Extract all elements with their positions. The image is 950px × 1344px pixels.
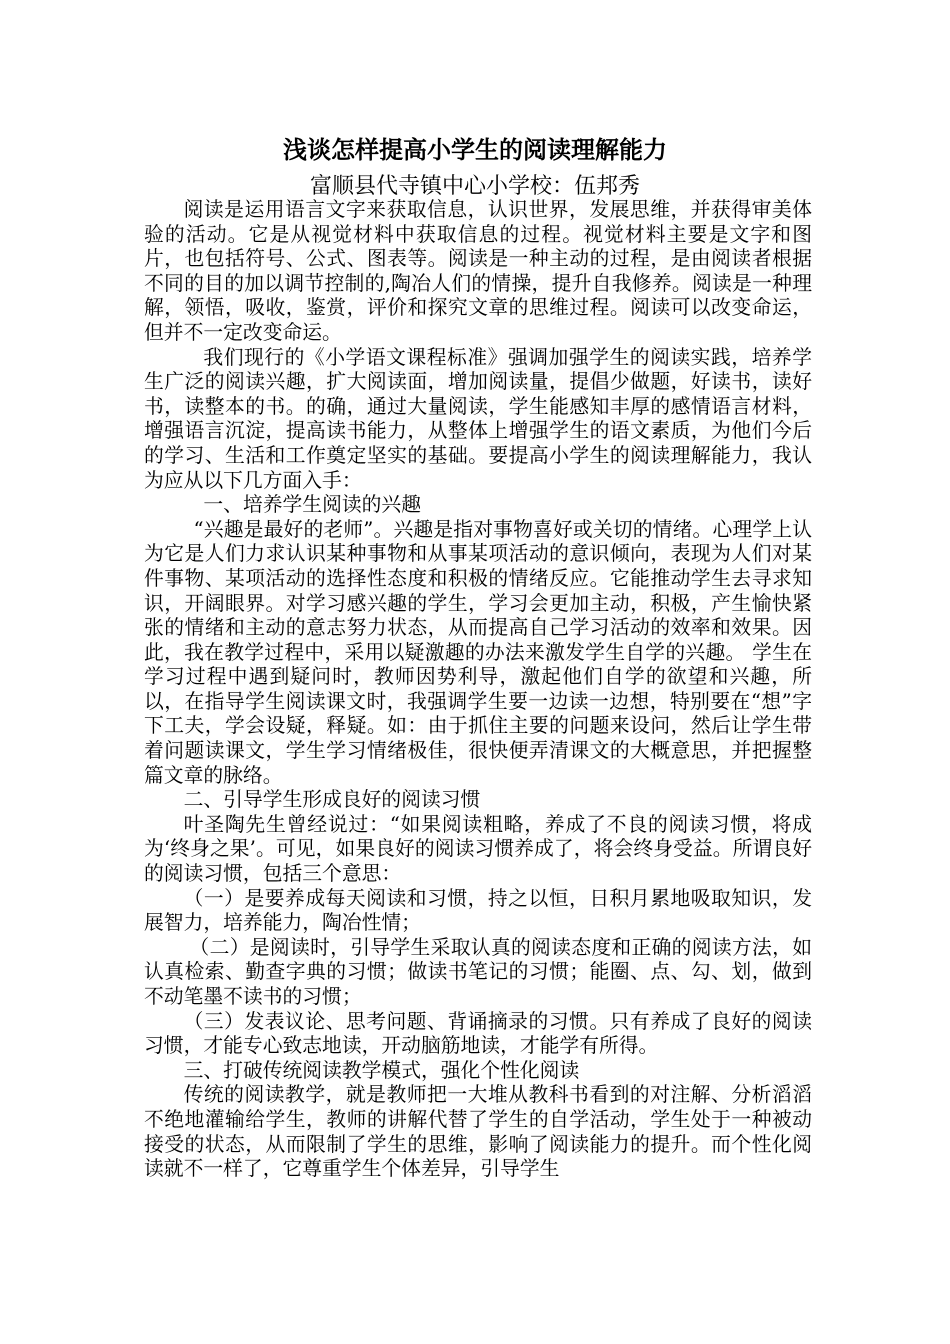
section-heading: 一、培养学生阅读的兴趣 [203,493,421,517]
section-heading: 二、引导学生形成良好的阅读习惯 [183,788,481,812]
document-title: 浅谈怎样提高小学生的阅读理解能力 [283,136,667,164]
section-heading: 三、打破传统阅读教学模式，强化个性化阅读 [183,1058,580,1082]
paragraph: 传统的阅读教学，就是教师把一大堆从教科书看到的对注解、分析滔滔不绝地灌输给学生，教师的讲解代替了学生的自学活动，学生处于一种被动接受的状态，从而限制了学生的思维，影响了阅读能力的提升。而个性化阅读就不一样了，它尊重学生个体差异，引导学生 [144,1083,812,1181]
document-author: 富顺县代寺镇中心小学校：伍邦秀 [309,174,640,199]
paragraph: “兴趣是最好的老师”。兴趣是指对事物喜好或关切的情绪。心理学上认为它是人们力求认识某种事物和从事某项活动的意识倾向，表现为人们对某件事物、某项活动的选择性态度和积极的情绪反应。它能推动学生去寻求知识，开阔眼界。对学习感兴趣的学生，学习会更加主动，积极，产生愉快紧张的情绪和主动的意志努力状态，从而提高自己学习活动的效率和效果。因此，我在教学过程中，采用以疑激趣的办法来激发学生自学的兴趣。 学生在学习过程中遇到疑问时，教师因势利导，激起他们自学的欲望和兴趣，所以，在指导学生阅读课文时，我强调学生要一边读一边想，特别要在“想”字下工夫，学会设疑，释疑。如：由于抓住主要的问题来设问，然后让学生带着问题读课文，学生学习情绪极佳，很快便弄清课文的大概意思，并把握整篇文章的脉络。 [144,517,812,787]
list-item: （二）是阅读时，引导学生采取认真的阅读态度和正确的阅读方法，如认真检索、勤查字典的习惯；做读书笔记的习惯；能圈、点、勾、划，做到不动笔墨不读书的习惯； [144,935,812,1008]
paragraph: 叶圣陶先生曾经说过：“如果阅读粗略，养成了不良的阅读习惯，将成为‘终身之果’。可见，如果良好的阅读习惯养成了，将会终身受益。所谓良好的阅读习惯，包括三个意思： [144,812,812,886]
list-item: （三）发表议论、思考问题、背诵摘录的习惯。只有养成了良好的阅读习惯，才能专心致志地读，开动脑筋地读，才能学有所得。 [144,1009,812,1058]
paragraph: 阅读是运用语言文字来获取信息，认识世界，发展思维，并获得审美体验的活动。它是从视觉材料中获取信息的过程。视觉材料主要是文字和图片，也包括符号、公式、图表等。阅读是一种主动的过程，是由阅读者根据不同的目的加以调节控制的,陶冶人们的情操，提升自我修养。阅读是一种理解，领悟，吸收，鉴赏，评价和探究文章的思维过程。阅读可以改变命运，但并不一定改变命运。 [144,198,812,344]
paragraph: 我们现行的《小学语文课程标准》强调加强学生的阅读实践，培养学生广泛的阅读兴趣，扩大阅读面，增加阅读量，提倡少做题，好读书，读好书，读整本的书。的确，通过大量阅读，学生能感知丰厚的感情语言材料，增强语言沉淀，提高读书能力，从整体上增强学生的语文素质，为他们今后的学习、生活和工作奠定坚实的基础。要提高小学生的阅读理解能力，我认为应从以下几方面入手： [144,345,812,492]
document-body [144,198,812,1182]
list-item: （一）是要养成每天阅读和习惯，持之以恒，日积月累地吸取知识，发展智力，培养能力，陶冶性情； [144,886,812,935]
